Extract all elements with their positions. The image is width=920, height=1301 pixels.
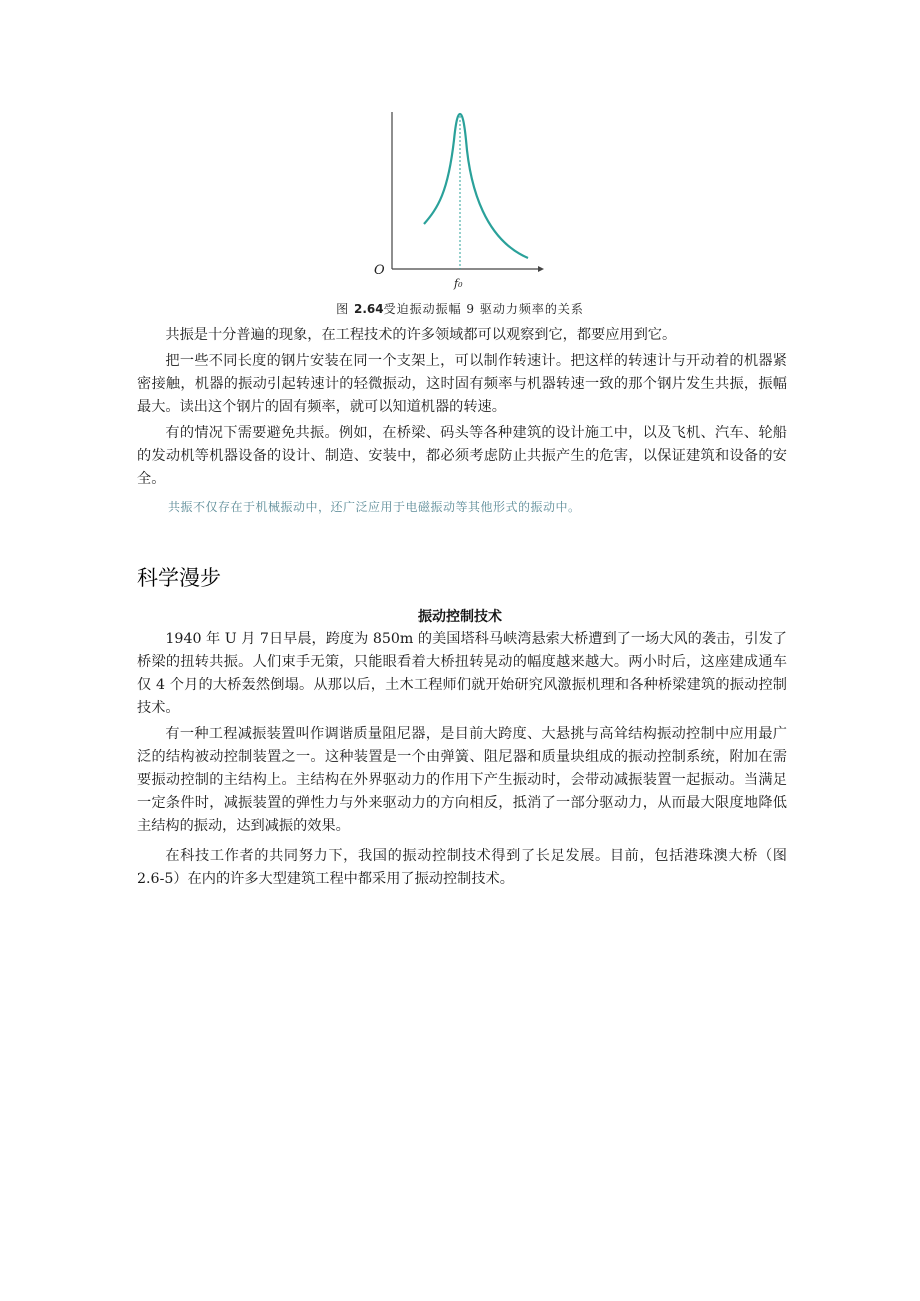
caption-number: 2.64: [353, 302, 384, 316]
section-title: 科学漫步: [137, 566, 221, 590]
resonance-curve-graph: [360, 100, 560, 290]
article-title: 振动控制技术: [418, 609, 502, 625]
amplitude-curve: [424, 114, 528, 258]
paragraph-avoid-resonance: 有的情况下需要避免共振。例如，在桥梁、码头等各种建筑的设计施工中，以及飞机、汽车、轮船的发动机等机器设备的设计、制造、安装中，都必须考虑防止共振产生的危害，以保证建筑和设备的安全。: [137, 425, 787, 487]
article-paragraph-development: 在科技工作者的共同努力下，我国的振动控制技术得到了长足发展。目前，包括港珠澳大桥（图 2.6-5）在内的许多大型建筑工程中都采用了振动控制技术。: [137, 848, 787, 887]
x-axis-arrow: [538, 266, 544, 272]
article-paragraph-tmd: 有一种工程减振装置叫作调谐质量阻尼器，是目前大跨度、大悬挑与高耸结构振动控制中应用最广泛的结构被动控制装置之一。这种装置是一个由弹簧、阻尼器和质量块组成的振动控制系统，附加在需要振动控制的主结构上。主结构在外界驱动力的作用下产生振动时，会带动减振装置一起振动。当满足一定条件时，减振装置的弹性力与外来驱动力的方向相反，抵消了一部分驱动力，从而最大限度地降低主结构的振动，达到减振的效果。: [137, 726, 787, 834]
caption-text: 受迫振动振幅 9 驱动力频率的关系: [383, 302, 584, 316]
origin-label: O: [374, 263, 385, 278]
article-paragraph-tacoma: 1940 年 U 月 7日早晨，跨度为 850m 的美国塔科马峡湾悬索大桥遭到了一场大风的袭击，引发了桥梁的扭转共振。人们束手无策，只能眼看着大桥扭转晃动的幅度越来越大。两小时后，这座建成通车仅 4 个月的大桥轰然倒塌。从那以后，土木工程师们就开始研究风激振机理和各种桥梁建筑的振动控制技术。: [137, 631, 787, 716]
paragraph-tachometer: 把一些不同长度的钢片安装在同一个支架上，可以制作转速计。把这样的转速计与开动着的机器紧密接触，机器的振动引起转速计的轻微振动，这时固有频率与机器转速一致的那个钢片发生共振，振幅最大。读出这个钢片的固有频率，就可以知道机器的转速。: [137, 353, 787, 415]
margin-note: 共振不仅存在于机械振动中，还广泛应用于电磁振动等其他形式的振动中。: [168, 500, 581, 514]
peak-frequency-label: f₀: [454, 277, 463, 290]
paragraph-resonance-common: 共振是十分普遍的现象，在工程技术的许多领域都可以观察到它，都要应用到它。: [165, 327, 677, 343]
resonance-figure: [360, 100, 560, 290]
caption-prefix: 图: [336, 302, 354, 316]
figure-caption: [0, 300, 920, 317]
